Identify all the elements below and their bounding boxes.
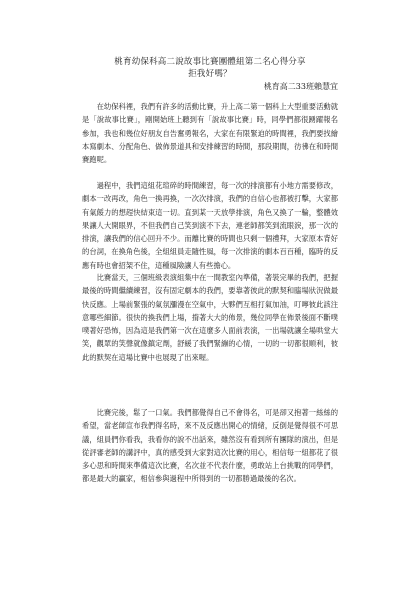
- document-subtitle: 拒我好嗎？: [188, 69, 232, 79]
- paragraph-3: 比賽當天，三個班級表演組集中在一間教室內準備，著裝完畢的我們，把握最後的時間繼續練習，沒有固定劇本的我們，要靠著彼此的默契和臨場狀況做最快反應。上場前緊張的氣氛瀰漫在空氣中，大夥們互相打氣加油，叮嚀彼此該注意哪些細節。很快的換我們上場，揹著大大的佈景，幾位同學在佈景後面不斷噗噗著好恐怖，因為這是我們第一次在這麼多人面前表演，一出場就讓全場哄堂大笑，觀眾的笑聲就像鎮定劑，舒緩了我們緊繃的心情，一切的一切都很順利，彼此的默契在這場比賽中也展現了出來喔。: [82, 273, 338, 362]
- document-title: 桃育幼保科高二說故事比賽團體組第二名心得分享: [114, 57, 306, 67]
- paragraph-4: 比賽完後，鬆了一口氣。我們都覺得自己不會得名，可是卻又抱著一絲絲的希望，當老師宣布我們得名時，來不及反應出開心的情緒，反倒是覺得很不可思議，組員們你看我，我看你的說不出話來，雖然沒有看到所有團隊的演出，但是從評審老師的講評中，真的感受到大家對這次比賽的用心，相信每一組都花了很多心思和時間來準備這次比賽，名次並不代表什麼，勇敢站上台挑戰的同學們，都是最大的贏家，相信參與過程中所得到的一切都勝過最後的名次。: [82, 408, 338, 484]
- author-line: 桃育高二33班賴慧宜: [263, 82, 338, 91]
- paragraph-2: 過程中，我們這組花瑄碎的時間練習，每一次的排演都有小地方需要修改，劇本一改再改，角色一換再換，一次次排演，我們的自信心也都被打擊，大家都有氣餒力的想趕快結束這一切。直到某一天放學排演，角色又換了一輪，整體效果讓人大開眼界，不但我們自己笑到演不下去，連老師都笑到流眼淚，那一次的排演，讓我們的信心回升不少。而離比賽的時間也只剩一個禮拜，大家原本背好的台詞，在換角色後，全組組員走隨性風，每一次排演的劇本百百種，臨時的反應有時也會招架不住，這種風險讓人有些擔心。: [82, 181, 338, 270]
- paragraph-1: 在幼保科裡，我們有許多的活動比賽，升上高二第一個科上大型重要活動就是「說故事比賽」，剛開始班上聽到有「說故事比賽」時，同學們都很踴躍報名參加，我也和幾位好朋友自告奮勇報名，大家在有限緊迫的時間裡，我們要找繪本寫劇本、分配角色、做佈景道具和安排練習的時間，那段期間，彷彿在和時間賽跑呢。: [82, 102, 338, 165]
